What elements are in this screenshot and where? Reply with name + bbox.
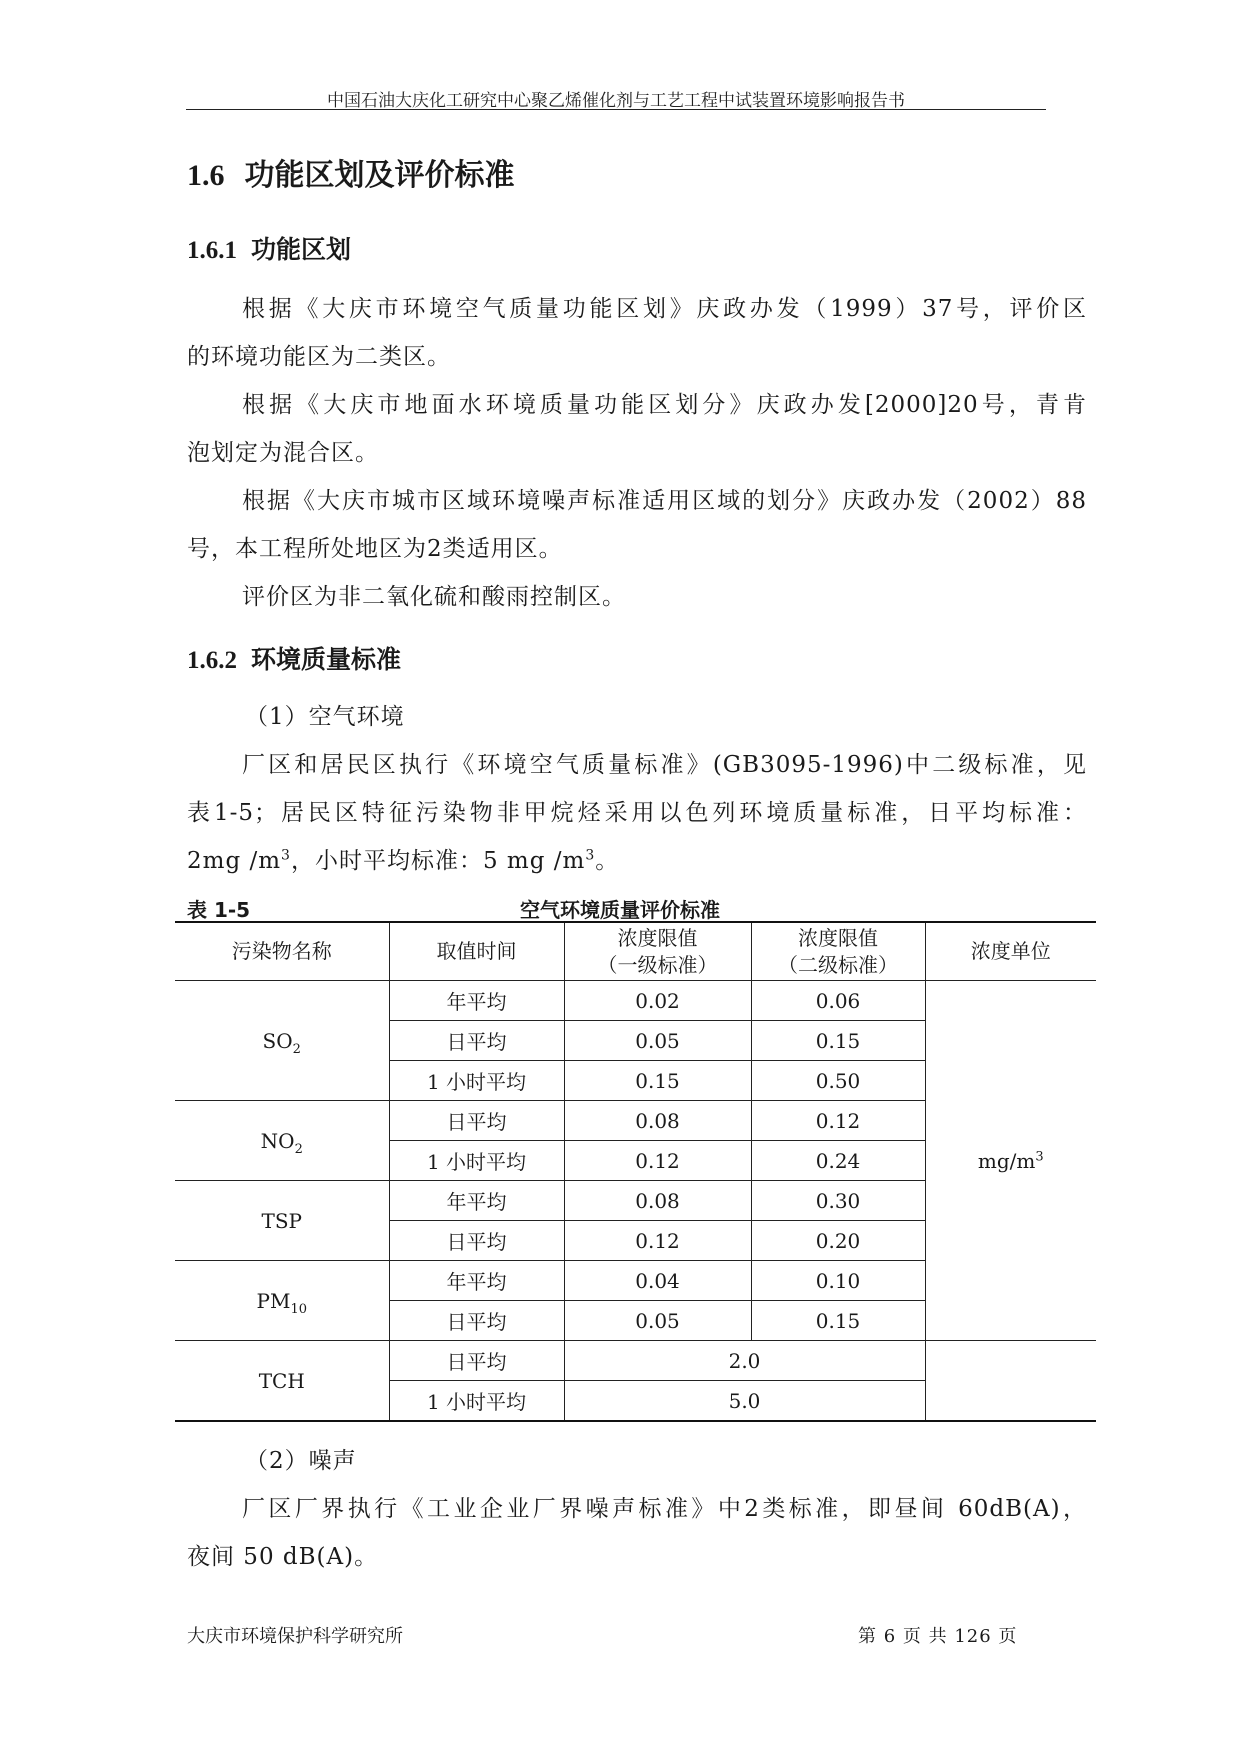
list-heading-air: （1）空气环境 <box>245 704 405 730</box>
table-row <box>175 981 1096 1021</box>
paragraph-line: 的环境功能区为二类区。 <box>187 344 451 370</box>
pollutant-no2 <box>175 1101 389 1181</box>
subscript: 10 <box>290 1301 307 1317</box>
period-cell: 1 小时平均 <box>389 1381 564 1422</box>
merged-limit-cell: 2.0 <box>564 1341 925 1381</box>
limit2-cell: 0.50 <box>751 1061 925 1101</box>
limit2-cell: 0.06 <box>751 981 925 1021</box>
limit1-cell: 0.15 <box>564 1061 751 1101</box>
paragraph-line: 表1-5；居民区特征污染物非甲烷烃采用以色列环境质量标准，日平均标准： <box>187 800 1087 826</box>
limit2-cell: 0.15 <box>751 1021 925 1061</box>
subscript: 2 <box>292 1041 301 1057</box>
unit-text: mg/m <box>977 1148 1036 1173</box>
limit2-cell: 0.10 <box>751 1261 925 1301</box>
limit2-cell: 0.15 <box>751 1301 925 1341</box>
period-cell: 1 小时平均 <box>389 1061 564 1101</box>
period-cell: 1 小时平均 <box>389 1141 564 1181</box>
section-heading <box>187 150 515 194</box>
header-text: 浓度限值 <box>798 925 878 950</box>
merged-limit-cell: 5.0 <box>564 1381 925 1422</box>
period-cell: 日平均 <box>389 1301 564 1341</box>
table-caption-title: 空气环境质量评价标准 <box>520 898 720 922</box>
text-run: 。 <box>595 848 620 874</box>
paragraph-line: 泡划定为混合区。 <box>187 440 379 466</box>
limit1-cell: 0.08 <box>564 1101 751 1141</box>
limit2-cell: 0.24 <box>751 1141 925 1181</box>
unit-cell <box>925 981 1096 1341</box>
pollutant-text: PM <box>256 1288 291 1313</box>
paragraph-line: 评价区为非二氧化硫和酸雨控制区。 <box>242 584 626 610</box>
air-quality-table <box>175 921 1096 1422</box>
limit1-cell: 0.12 <box>564 1221 751 1261</box>
table-row <box>175 1341 1096 1381</box>
unit-cell-empty <box>925 1341 1096 1422</box>
pollutant-pm10 <box>175 1261 389 1341</box>
paragraph-line: 根据《大庆市地面水环境质量功能区划分》庆政办发[2000]20号，青肯 <box>242 392 1087 418</box>
paragraph-line: 夜间 50 dB(A)。 <box>187 1544 379 1570</box>
period-cell: 日平均 <box>389 1021 564 1061</box>
period-cell: 年平均 <box>389 1261 564 1301</box>
section-title: 功能区划及评价标准 <box>244 158 515 193</box>
header-limit-1 <box>564 922 751 981</box>
table-caption-label: 表 1-5 <box>187 898 251 922</box>
header-pollutant: 污染物名称 <box>175 922 389 981</box>
pollutant-tch: TCH <box>175 1341 389 1422</box>
header-text: （一级标准） <box>597 952 718 977</box>
paragraph-line: 厂区厂界执行《工业企业厂界噪声标准》中2类标准，即昼间 60dB(A)， <box>242 1496 1087 1522</box>
pollutant-text: SO <box>262 1028 293 1053</box>
period-cell: 日平均 <box>389 1341 564 1381</box>
subsection-number: 1.6.2 <box>187 647 237 674</box>
superscript: 3 <box>585 847 596 864</box>
text-run: 2mg /m <box>187 848 282 874</box>
subsection-title: 功能区划 <box>251 235 352 264</box>
header-period: 取值时间 <box>389 922 564 981</box>
limit2-cell: 0.12 <box>751 1101 925 1141</box>
subsection-heading-2 <box>187 640 401 676</box>
period-cell: 日平均 <box>389 1101 564 1141</box>
paragraph-line: 根据《大庆市城市区域环境噪声标准适用区域的划分》庆政办发（2002）88 <box>242 488 1087 514</box>
paragraph-line <box>187 842 619 875</box>
header-unit: 浓度单位 <box>925 922 1096 981</box>
limit1-cell: 0.05 <box>564 1301 751 1341</box>
limit1-cell: 0.02 <box>564 981 751 1021</box>
superscript: 3 <box>281 847 291 864</box>
period-cell: 年平均 <box>389 981 564 1021</box>
subscript: 2 <box>294 1141 303 1157</box>
period-cell: 年平均 <box>389 1181 564 1221</box>
subsection-number: 1.6.1 <box>187 237 237 264</box>
list-heading-noise: （2）噪声 <box>245 1448 357 1474</box>
paragraph-line: 根据《大庆市环境空气质量功能区划》庆政办发（1999）37号，评价区 <box>242 296 1087 322</box>
header-limit-2 <box>751 922 925 981</box>
header-text: 浓度限值 <box>617 925 698 950</box>
pollutant-text: NO <box>260 1128 295 1153</box>
section-number: 1.6 <box>187 159 225 192</box>
period-cell: 日平均 <box>389 1221 564 1261</box>
subsection-heading-1 <box>187 230 351 266</box>
limit1-cell: 0.08 <box>564 1181 751 1221</box>
text-run: ，小时平均标准：5 mg /m <box>290 848 586 874</box>
paragraph-line: 号，本工程所处地区为2类适用区。 <box>187 536 563 562</box>
pollutant-tsp: TSP <box>175 1181 389 1261</box>
superscript: 3 <box>1035 1148 1044 1164</box>
limit1-cell: 0.12 <box>564 1141 751 1181</box>
limit1-cell: 0.05 <box>564 1021 751 1061</box>
limit1-cell: 0.04 <box>564 1261 751 1301</box>
footer-page-number: 第 6 页 共 126 页 <box>858 1626 1018 1647</box>
subsection-title: 环境质量标准 <box>251 645 402 674</box>
header-text: （二级标准） <box>778 952 898 977</box>
pollutant-so2 <box>175 981 389 1101</box>
footer-organization: 大庆市环境保护科学研究所 <box>187 1626 403 1647</box>
running-header: 中国石油大庆化工研究中心聚乙烯催化剂与工艺工程中试装置环境影响报告书 <box>327 91 905 111</box>
limit2-cell: 0.30 <box>751 1181 925 1221</box>
limit2-cell: 0.20 <box>751 1221 925 1261</box>
paragraph-line: 厂区和居民区执行《环境空气质量标准》(GB3095-1996)中二级标准，见 <box>242 752 1087 778</box>
header-rule <box>186 109 1046 110</box>
table-header-row <box>175 922 1096 981</box>
